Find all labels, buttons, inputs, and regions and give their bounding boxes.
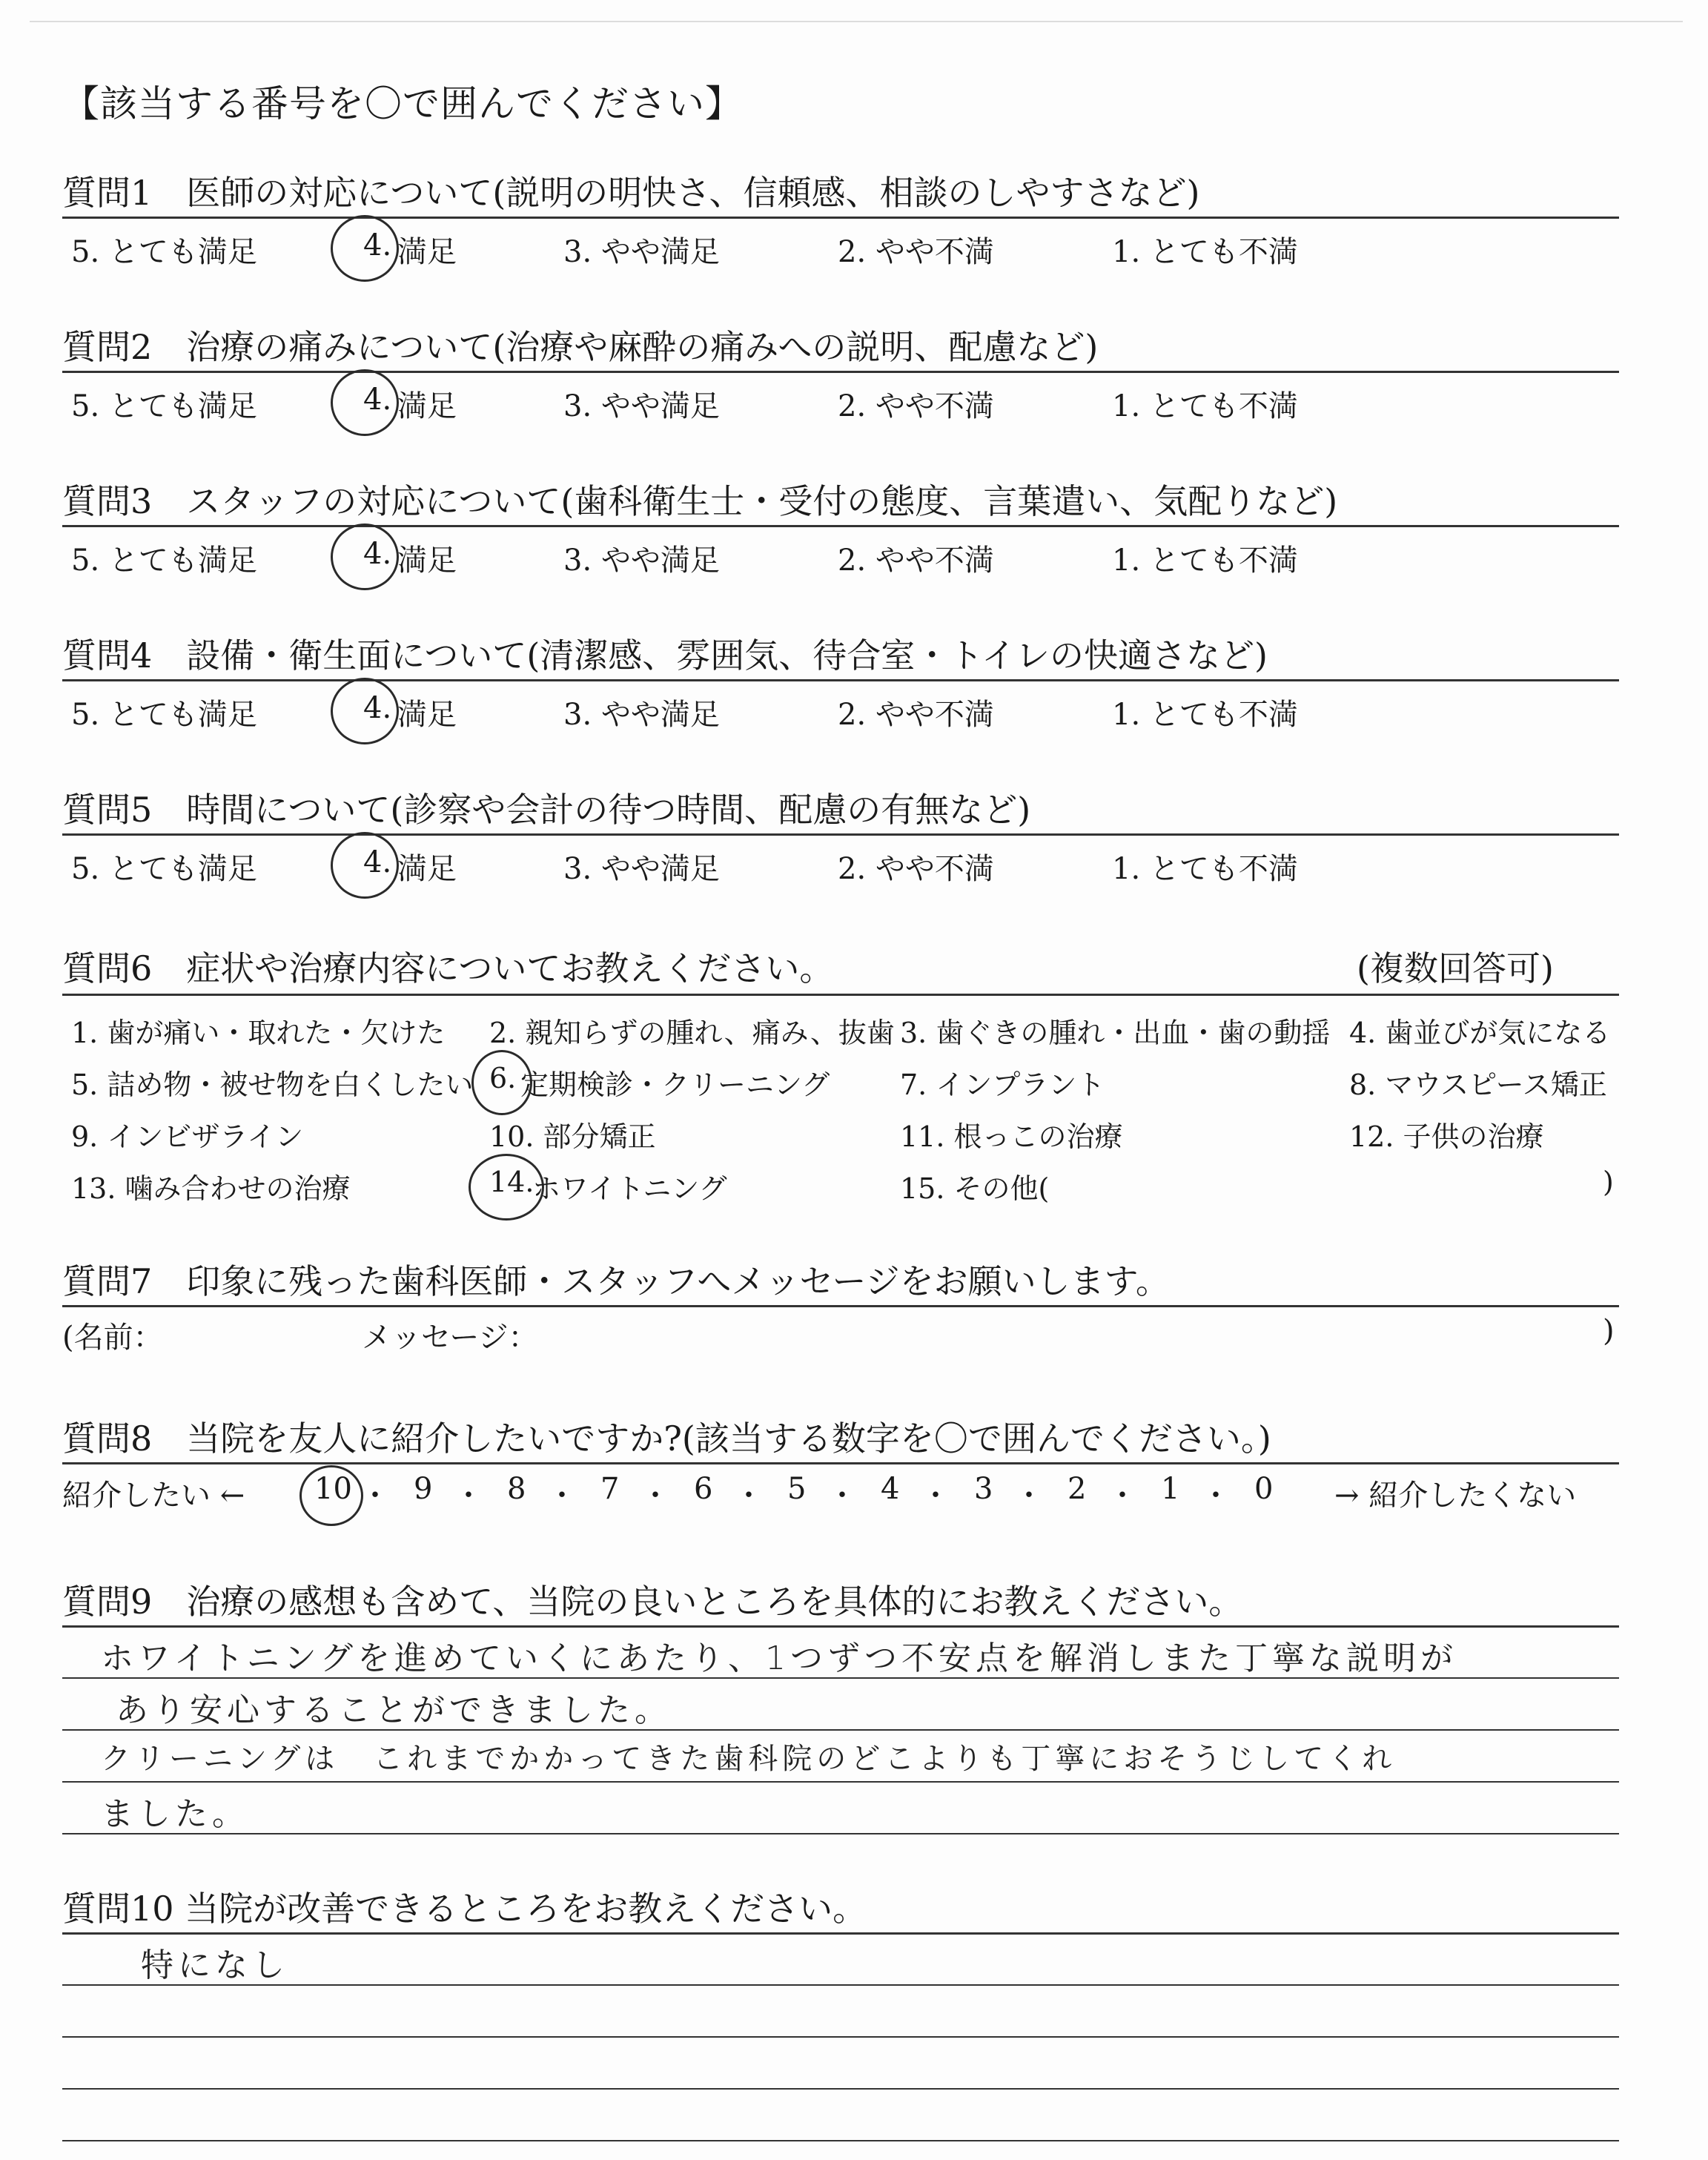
question-2-title: 質問2 治療の痛みについて(治療や麻酔の痛みへの説明、配慮など) — [62, 327, 1099, 367]
question-2-option-3[interactable]: 3. やや満足 — [563, 389, 720, 423]
q8-scale-value-5[interactable]: 5 — [787, 1472, 807, 1506]
question-4-selected-circle — [331, 678, 399, 744]
q8-scale-separator: ・ — [734, 1479, 764, 1513]
q8-scale-separator: ・ — [827, 1479, 857, 1513]
question-1-option-1[interactable]: 4. — [363, 228, 392, 262]
q6-option-1[interactable]: 1. 歯が痛い・取れた・欠けた — [71, 1017, 446, 1049]
q6-option-9[interactable]: 9. インビザライン — [71, 1120, 304, 1153]
q6-option-6-number[interactable]: 6. — [489, 1062, 517, 1094]
q10-rule-3 — [62, 2088, 1619, 2090]
question-4-option-5[interactable]: 1. とても不満 — [1112, 698, 1298, 732]
question-3-option-2[interactable]: 満足 — [397, 544, 457, 578]
question-5-rule — [62, 833, 1619, 836]
question-4-option-0[interactable]: 5. とても満足 — [71, 698, 257, 732]
q8-left-label: 紹介したい ← — [62, 1479, 245, 1513]
question-1-option-4[interactable]: 2. やや不満 — [838, 235, 994, 269]
q7-message-label: メッセージ： — [362, 1321, 538, 1355]
q8-title: 質問8 当院を友人に紹介したいですか?(該当する数字を〇で囲んでください。) — [62, 1418, 1271, 1459]
question-5-option-3[interactable]: 3. やや満足 — [563, 852, 720, 886]
q10-title: 質問10 当院が改善できるところをお教えください。 — [62, 1889, 867, 1929]
question-4-rule — [62, 679, 1619, 681]
q6-option-15[interactable]: 15. その他( — [900, 1172, 1050, 1205]
q9-rule-3 — [62, 1781, 1619, 1783]
q8-scale-value-4[interactable]: 4 — [881, 1472, 900, 1506]
q6-rule — [62, 994, 1619, 996]
question-5-title: 質問5 時間について(診察や会計の待つ時間、配慮の有無など) — [62, 790, 1031, 830]
q6-option-4[interactable]: 4. 歯並びが気になる — [1349, 1017, 1611, 1049]
question-1-option-0[interactable]: 5. とても満足 — [71, 235, 257, 269]
question-1-option-3[interactable]: 3. やや満足 — [563, 235, 720, 269]
q9-rule-4 — [62, 1833, 1619, 1834]
q9-answer-line-1: ホワイトニングを進めていくにあたり、1つずつ不安点を解消しまた丁寧な説明が — [101, 1639, 1458, 1677]
question-3-title: 質問3 スタッフの対応について(歯科衛生士・受付の態度、言葉遣い、気配りなど) — [62, 481, 1338, 521]
question-4-option-4[interactable]: 2. やや不満 — [838, 698, 994, 732]
q8-scale-separator: ・ — [1014, 1479, 1044, 1513]
q10-rule-1 — [62, 1984, 1619, 1986]
q8-scale-separator: ・ — [547, 1479, 577, 1513]
q8-scale-separator: ・ — [640, 1479, 670, 1513]
q7-title: 質問7 印象に残った歯科医師・スタッフへメッセージをお願いします。 — [62, 1261, 1170, 1301]
q6-title: 質問6 症状や治療内容についてお教えください。 — [62, 948, 834, 988]
q8-scale-value-0[interactable]: 0 — [1254, 1472, 1274, 1506]
q6-option-3[interactable]: 3. 歯ぐきの腫れ・出血・歯の動揺 — [900, 1017, 1331, 1049]
q8-scale-value-8[interactable]: 8 — [507, 1472, 526, 1506]
question-5-option-2[interactable]: 満足 — [397, 852, 457, 886]
question-5-option-0[interactable]: 5. とても満足 — [71, 852, 257, 886]
question-5-selected-circle — [331, 832, 399, 899]
q10-answer-line-1: 特になし — [141, 1946, 289, 1984]
question-2-selected-circle — [331, 369, 399, 436]
q8-selected-circle — [299, 1465, 363, 1526]
q6-note: (複数回答可) — [1357, 948, 1554, 988]
q7-name-label: (名前： — [62, 1321, 163, 1355]
question-3-option-0[interactable]: 5. とても満足 — [71, 544, 257, 578]
q8-scale-separator: ・ — [921, 1479, 950, 1513]
q6-option-10[interactable]: 10. 部分矯正 — [489, 1120, 656, 1153]
q8-scale-value-10[interactable]: 10 — [314, 1472, 352, 1506]
q8-rule — [62, 1462, 1619, 1464]
question-4-option-1[interactable]: 4. — [363, 691, 392, 725]
q8-scale-separator: ・ — [1201, 1479, 1231, 1513]
q6-option-2[interactable]: 2. 親知らずの腫れ、痛み、抜歯 — [489, 1017, 895, 1049]
q6-option-6-label[interactable]: 定期検診・クリーニング — [520, 1069, 830, 1101]
q6-option-13[interactable]: 13. 噛み合わせの治療 — [71, 1172, 351, 1205]
question-2-option-1[interactable]: 4. — [363, 383, 392, 417]
q10-rule-2 — [62, 2036, 1619, 2038]
question-2-option-2[interactable]: 満足 — [397, 389, 457, 423]
q9-title: 質問9 治療の感想も含めて、当院の良いところを具体的にお教えください。 — [62, 1582, 1243, 1622]
question-3-option-1[interactable]: 4. — [363, 537, 392, 571]
q6-option-15-close: ) — [1603, 1166, 1614, 1198]
q6-option-7[interactable]: 7. インプラント — [900, 1069, 1105, 1101]
q6-option-11[interactable]: 11. 根っこの治療 — [900, 1120, 1123, 1153]
question-5-option-1[interactable]: 4. — [363, 845, 392, 879]
q9-answer-line-3: クリーニングは これまでかかってきた歯科院のどこよりも丁寧におそうじしてくれ — [101, 1742, 1397, 1776]
question-1-rule — [62, 217, 1619, 219]
q7-rule — [62, 1305, 1619, 1307]
question-5-option-4[interactable]: 2. やや不満 — [838, 852, 994, 886]
question-2-rule — [62, 371, 1619, 373]
q10-rule-4 — [62, 2140, 1619, 2141]
q9-answer-line-4: ました。 — [101, 1795, 249, 1833]
question-2-option-5[interactable]: 1. とても不満 — [1112, 389, 1298, 423]
question-3-option-4[interactable]: 2. やや不満 — [838, 544, 994, 578]
q8-scale-value-6[interactable]: 6 — [694, 1472, 713, 1506]
q6-option-8[interactable]: 8. マウスピース矯正 — [1349, 1069, 1607, 1101]
question-4-option-3[interactable]: 3. やや満足 — [563, 698, 720, 732]
question-4-title: 質問4 設備・衛生面について(清潔感、雰囲気、待合室・トイレの快適さなど) — [62, 635, 1268, 676]
q8-scale-separator: ・ — [360, 1479, 390, 1513]
question-3-option-5[interactable]: 1. とても不満 — [1112, 544, 1298, 578]
page-heading: 【該当する番号を〇で囲んでください】 — [62, 82, 743, 125]
q6-option-14-number[interactable]: 14. — [489, 1166, 534, 1198]
q10-rule-0 — [62, 1932, 1619, 1935]
q6-option-14-label[interactable]: ホワイトニング — [532, 1172, 727, 1205]
q6-option-12[interactable]: 12. 子供の治療 — [1349, 1120, 1544, 1153]
q8-scale-value-9[interactable]: 9 — [414, 1472, 433, 1506]
q8-scale-value-7[interactable]: 7 — [600, 1472, 620, 1506]
q8-right-label: → 紹介したくない — [1334, 1479, 1577, 1513]
q8-scale-value-3[interactable]: 3 — [974, 1472, 993, 1506]
question-1-selected-circle — [331, 215, 399, 282]
q6-option-5[interactable]: 5. 詰め物・被せ物を白くしたい — [71, 1069, 474, 1101]
q8-scale-value-2[interactable]: 2 — [1068, 1472, 1087, 1506]
question-1-option-5[interactable]: 1. とても不満 — [1112, 235, 1298, 269]
question-3-option-3[interactable]: 3. やや満足 — [563, 544, 720, 578]
question-1-title: 質問1 医師の対応について(説明の明快さ、信頼感、相談のしやすさなど) — [62, 173, 1200, 213]
question-3-rule — [62, 525, 1619, 527]
top-border — [30, 21, 1683, 22]
question-4-option-2[interactable]: 満足 — [397, 698, 457, 732]
q8-scale-separator: ・ — [454, 1479, 483, 1513]
q8-scale-value-1[interactable]: 1 — [1161, 1472, 1180, 1506]
q7-close: ) — [1603, 1314, 1615, 1348]
question-2-option-0[interactable]: 5. とても満足 — [71, 389, 257, 423]
q9-rule-0 — [62, 1625, 1619, 1628]
q9-answer-line-2: あり安心することができました。 — [116, 1691, 672, 1729]
question-2-option-4[interactable]: 2. やや不満 — [838, 389, 994, 423]
q8-scale-separator: ・ — [1108, 1479, 1137, 1513]
question-5-option-5[interactable]: 1. とても不満 — [1112, 852, 1298, 886]
question-3-selected-circle — [331, 524, 399, 590]
question-1-option-2[interactable]: 満足 — [397, 235, 457, 269]
